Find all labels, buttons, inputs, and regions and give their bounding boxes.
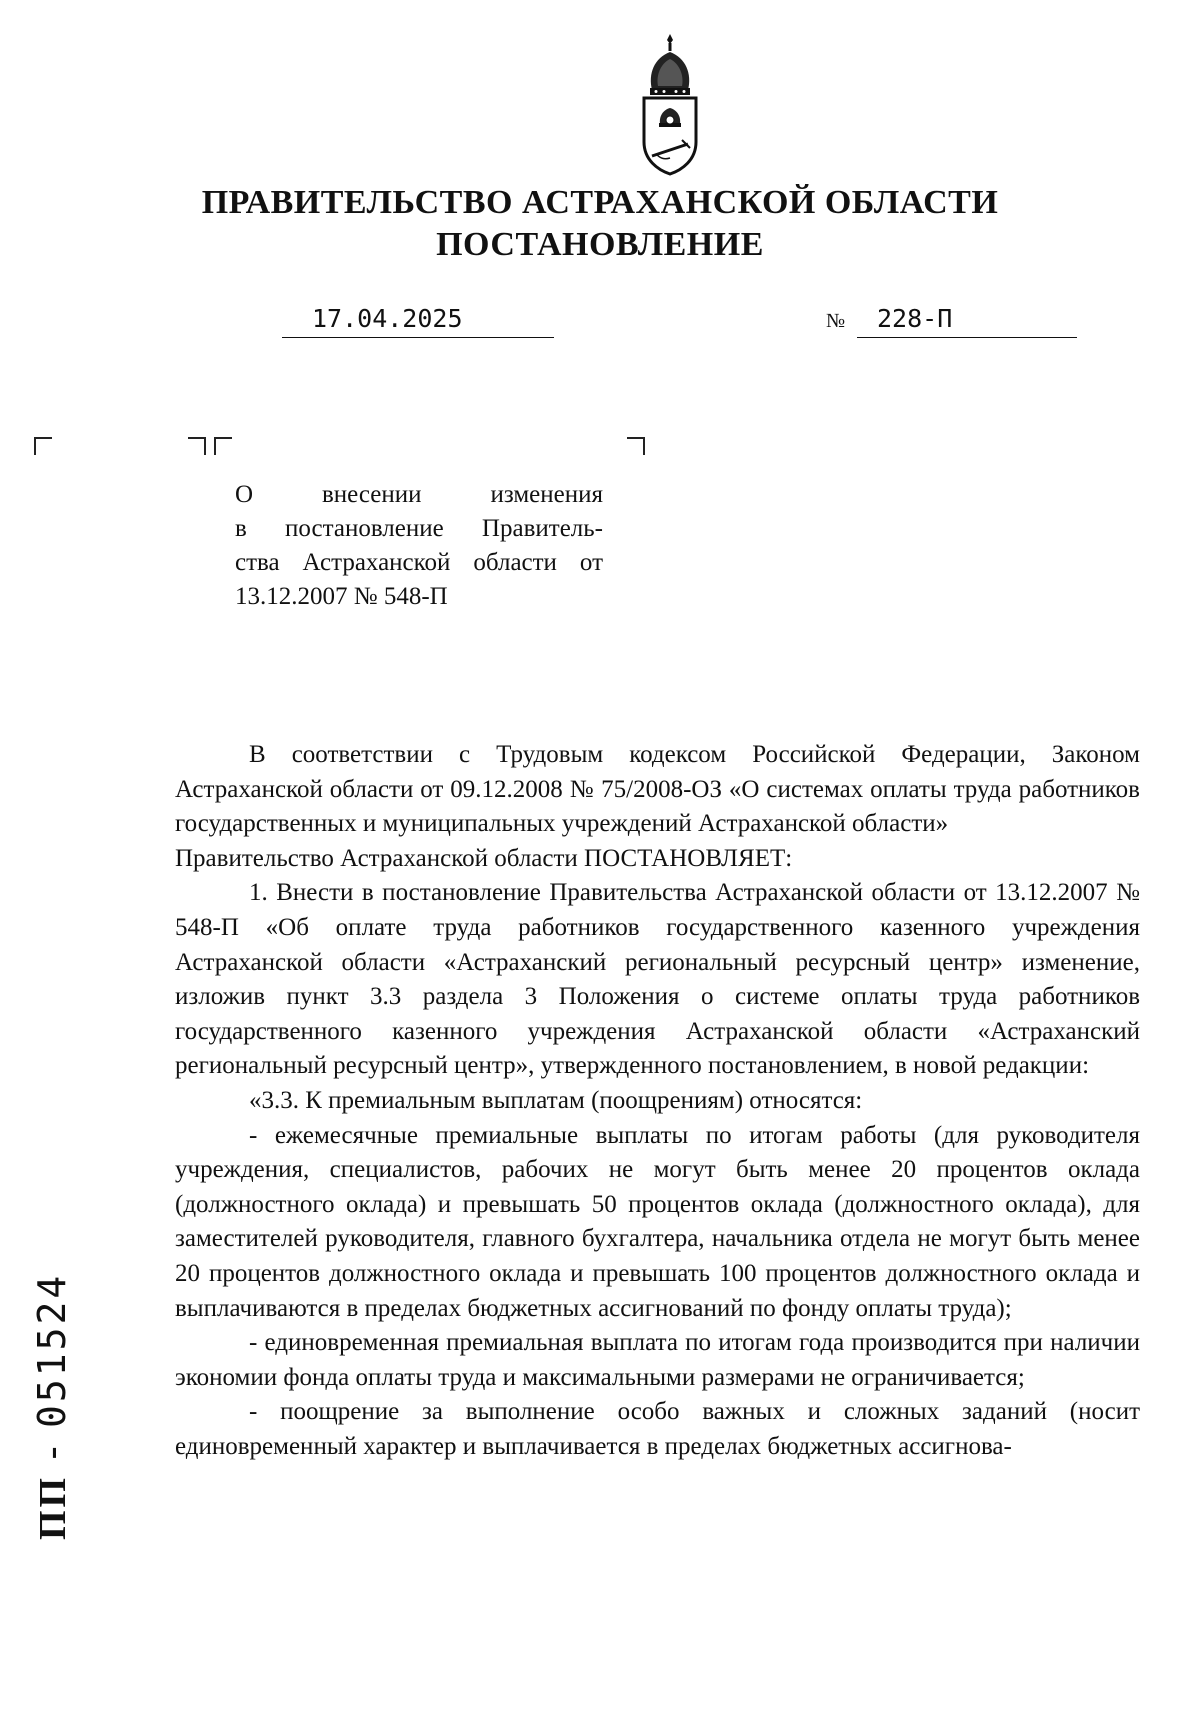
document-number: 228-П xyxy=(857,304,1077,338)
corner-mark-subject-left-b xyxy=(214,437,232,455)
document-subject xyxy=(235,478,603,614)
organization-title: ПРАВИТЕЛЬСТВО АСТРАХАНСКОЙ ОБЛАСТИ xyxy=(201,184,999,221)
corner-mark-subject-right xyxy=(627,437,645,455)
serial-prefix: ПП xyxy=(32,1474,74,1540)
subject-line: О внесении изменения xyxy=(235,481,603,508)
number-sign: № xyxy=(826,310,846,332)
subject-line: 13.12.2007 № 548-П xyxy=(235,583,448,610)
serial-number: 051524 xyxy=(30,1272,74,1428)
document-type-title: ПОСТАНОВЛЕНИЕ xyxy=(436,226,764,263)
body-paragraph: «3.3. К премиальным выплатам (поощрениям) относятся: xyxy=(249,1086,863,1114)
subject-line: ства Астраханской области от xyxy=(235,549,603,576)
body-paragraph: 1. Внести в постановление Правительства Астраханской области от 13.12.2007 № 548-П «Об оплате труда работников государственного казенного учреждения Астраханской области «Астраханский региональный ресурсный центр» изменение, изложив пункт 3.3 раздела 3 Положения о системе оплаты труда работников государственного казенного учреждения Астраханской области «Астраханский региональный ресурсный центр», утвержденного постановлением, в новой редакции: xyxy=(175,879,1140,1080)
body-paragraph: Правительство Астраханской области ПОСТАНОВЛЯЕТ: xyxy=(175,844,793,872)
document-body xyxy=(175,738,1140,1464)
side-serial-stamp: ПП - 051524 xyxy=(30,1272,74,1540)
body-paragraph: В соответствии с Трудовым кодексом Российской Федерации, Законом Астраханской области от 09.12.2008 № 75/2008-ОЗ «О системах оплаты труда работников государственных и муниципальных учреждений Астраханской области» xyxy=(175,741,1140,838)
body-paragraph: - поощрение за выполнение особо важных и сложных заданий (носит единовременный характер и выплачивается в пределах бюджетных ассигнова- xyxy=(175,1398,1140,1460)
astrakhan-coat-of-arms-icon xyxy=(630,32,710,182)
corner-mark-left xyxy=(34,437,52,455)
subject-line: в постановление Правитель- xyxy=(235,515,603,542)
body-paragraph: - ежемесячные премиальные выплаты по итогам работы (для руководителя учреждения, специалистов, рабочих не могут быть менее 20 процентов оклада (должностного оклада) и превышать 50 процентов оклада (должностного оклада), для заместителей руководителя, главного бухгалтера, начальника отдела не могут быть менее 20 процентов должностного оклада и превышать 100 процентов должностного оклада и выплачиваются в пределах бюджетных ассигнований по фонду оплаты труда); xyxy=(175,1121,1140,1322)
document-date: 17.04.2025 xyxy=(282,304,554,338)
corner-mark-subject-left-a xyxy=(188,437,206,455)
body-paragraph: - единовременная премиальная выплата по итогам года производится при наличии экономии фонда оплаты труда и максимальными размерами не ограничивается; xyxy=(175,1329,1140,1391)
